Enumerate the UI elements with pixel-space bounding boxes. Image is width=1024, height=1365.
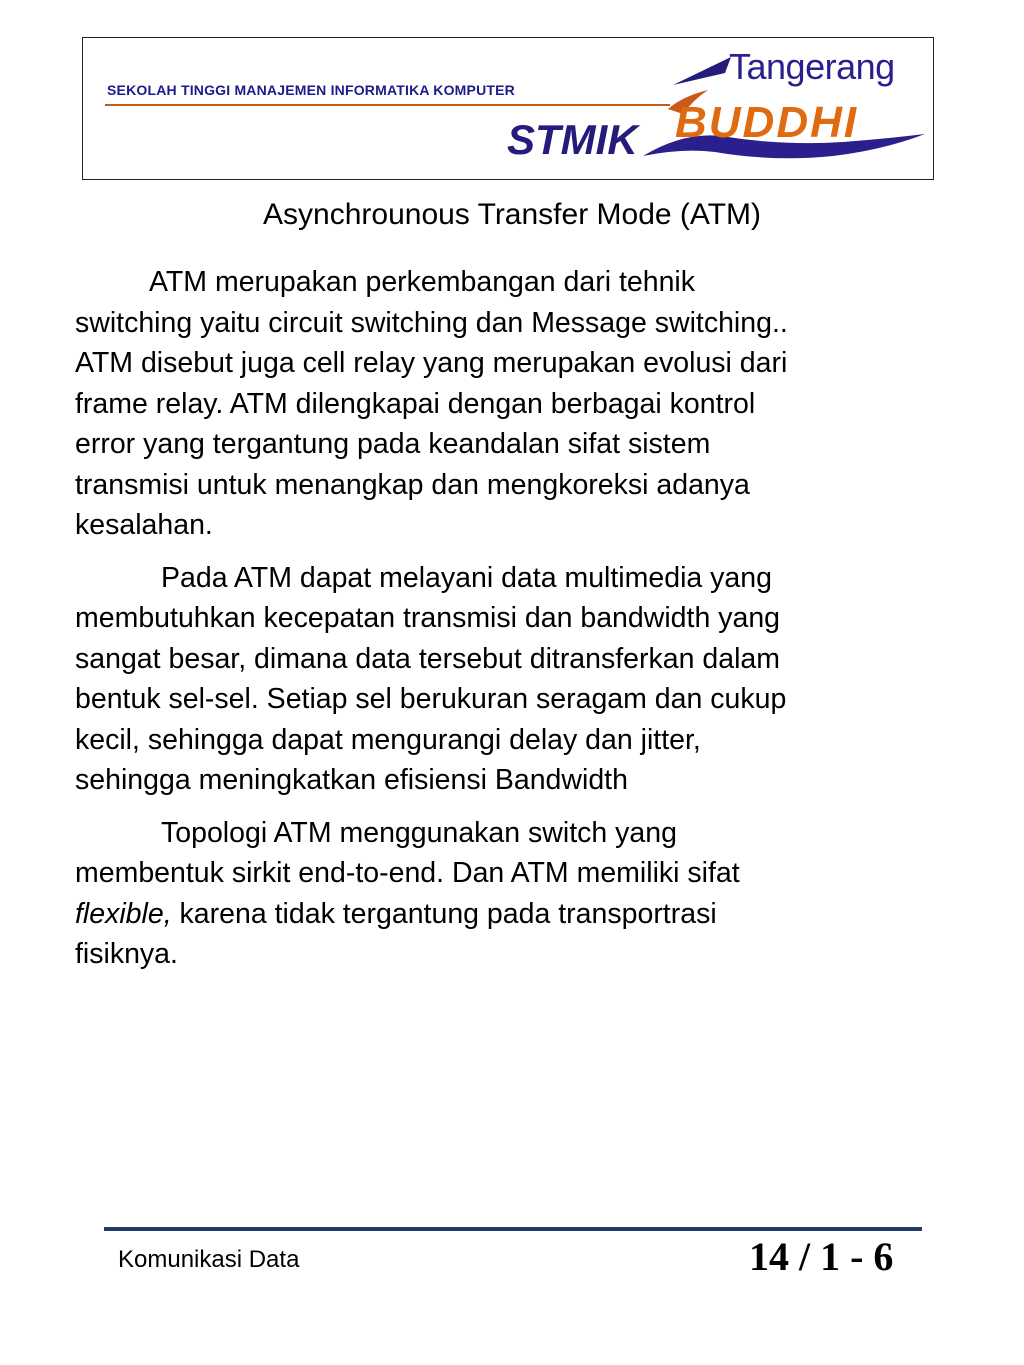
footer-divider — [104, 1227, 922, 1231]
p1-line-6: transmisi untuk menangkap dan mengkoreksi adanya — [75, 468, 750, 501]
p1-line-3: ATM disebut juga cell relay yang merupakan evolusi dari — [75, 347, 788, 379]
p3-line-4: fisiknya. — [75, 938, 178, 970]
p2-line-5: kecil, sehingga dapat mengurangi delay dan jitter, — [75, 723, 701, 756]
page-title: Asynchrounous Transfer Mode (ATM) — [263, 198, 761, 231]
p1-line-4: frame relay. ATM dilengkapai dengan berbagai kontrol — [75, 387, 756, 420]
p2-line-1: Pada ATM dapat melayani data multimedia yang — [161, 561, 772, 594]
p3-line-3-rest: karena tidak tergantung pada transportrasi — [171, 897, 717, 930]
p2-line-6: sehingga meningkatkan efisiensi Bandwidth — [75, 764, 628, 796]
logo-city-text: Tangerang — [729, 46, 895, 87]
logo-buddhi-text: BUDDHI — [675, 98, 859, 147]
p3-line-2: membentuk sirkit end-to-end. Dan ATM memiliki sifat — [75, 857, 740, 889]
p3-italic-word: flexible, — [75, 897, 172, 930]
body-text — [75, 262, 945, 987]
p1-line-7: kesalahan. — [75, 509, 213, 541]
p3-line-1: Topologi ATM menggunakan switch yang — [161, 816, 677, 849]
p2-line-4: bentuk sel-sel. Setiap sel berukuran seragam dan cukup — [75, 683, 787, 715]
footer-course-name: Komunikasi Data — [118, 1246, 300, 1273]
p2-line-2: membutuhkan kecepatan transmisi dan bandwidth yang — [75, 602, 781, 634]
logo-stmik-text: STMIK — [507, 116, 638, 163]
college-name-underline — [105, 104, 670, 106]
p2-line-3: sangat besar, dimana data tersebut ditransferkan dalam — [75, 642, 781, 675]
p1-line-1: ATM merupakan perkembangan dari tehnik — [149, 266, 696, 298]
college-name: SEKOLAH TINGGI MANAJEMEN INFORMATIKA KOMPUTER — [107, 82, 515, 98]
p1-line-2: switching yaitu circuit switching dan Message switching.. — [75, 306, 788, 339]
paragraph-1 — [75, 262, 945, 546]
paragraph-2 — [75, 558, 945, 801]
p1-line-5: error yang tergantung pada keandalan sifat sistem — [75, 428, 711, 460]
header-logo-box — [82, 37, 934, 180]
footer-page-number: 14 / 1 - 6 — [749, 1234, 894, 1279]
paragraph-3 — [75, 813, 945, 975]
